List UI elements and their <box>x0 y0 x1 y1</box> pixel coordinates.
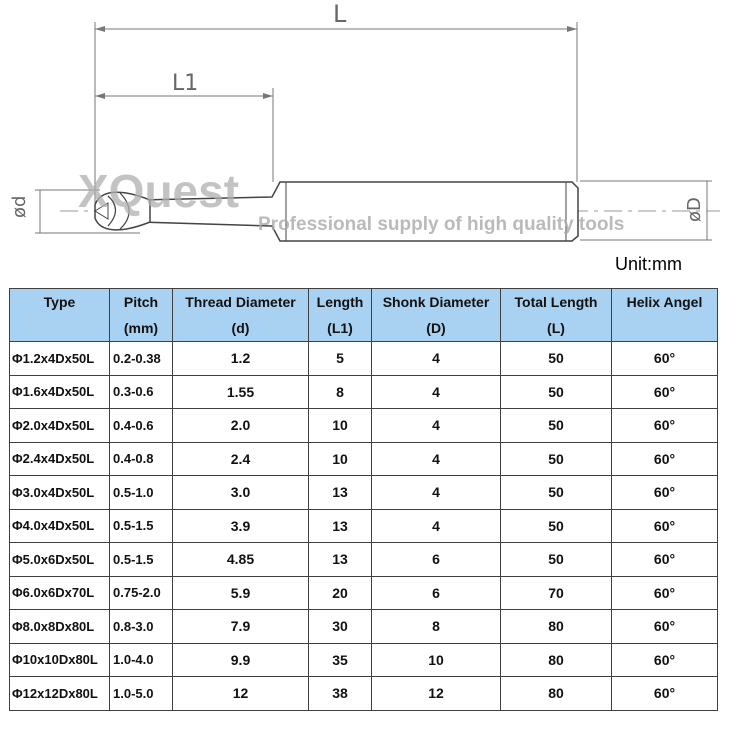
column-header-title: Thread Diameter <box>185 294 296 310</box>
tool-drawing <box>0 0 730 250</box>
table-row <box>10 643 718 677</box>
cell-type: Φ5.0x6Dx50L <box>10 543 110 577</box>
cell-shank-diameter: 8 <box>372 610 501 644</box>
cell-type: Φ8.0x8Dx80L <box>10 610 110 644</box>
cell-helix-angle: 60° <box>612 543 718 577</box>
cell-thread-diameter: 2.0 <box>173 409 309 443</box>
cell-pitch: 0.5-1.0 <box>110 476 173 510</box>
cell-thread-diameter: 9.9 <box>173 643 309 677</box>
label-thread-diameter: ød <box>9 195 30 218</box>
cell-total-length: 50 <box>501 476 612 510</box>
cell-type: Φ3.0x4Dx50L <box>10 476 110 510</box>
cell-helix-angle: 60° <box>612 643 718 677</box>
cell-type: Φ1.6x4Dx50L <box>10 375 110 409</box>
cell-helix-angle: 60° <box>612 576 718 610</box>
cell-total-length: 50 <box>501 375 612 409</box>
cell-length: 13 <box>309 543 372 577</box>
label-total-length: L <box>333 0 347 28</box>
cell-type: Φ10x10Dx80L <box>10 643 110 677</box>
column-header-unit <box>12 315 107 341</box>
cell-pitch: 1.0-5.0 <box>110 677 173 711</box>
cell-shank-diameter: 10 <box>372 643 501 677</box>
cell-length: 13 <box>309 509 372 543</box>
cell-thread-diameter: 4.85 <box>173 543 309 577</box>
cell-total-length: 70 <box>501 576 612 610</box>
cell-pitch: 0.4-0.8 <box>110 442 173 476</box>
cell-pitch: 0.8-3.0 <box>110 610 173 644</box>
column-header-title: Pitch <box>123 294 159 310</box>
cell-total-length: 50 <box>501 509 612 543</box>
table-body <box>10 342 718 711</box>
cell-total-length: 80 <box>501 643 612 677</box>
cell-type: Φ6.0x6Dx70L <box>10 576 110 610</box>
cell-shank-diameter: 4 <box>372 509 501 543</box>
cell-shank-diameter: 6 <box>372 576 501 610</box>
cell-length: 10 <box>309 409 372 443</box>
cell-thread-diameter: 5.9 <box>173 576 309 610</box>
table-header-row <box>10 289 718 342</box>
table-row <box>10 543 718 577</box>
table-row <box>10 342 718 376</box>
cell-pitch: 0.5-1.5 <box>110 543 173 577</box>
cell-helix-angle: 60° <box>612 677 718 711</box>
column-header-unit: (d) <box>231 320 250 336</box>
cell-pitch: 0.5-1.5 <box>110 509 173 543</box>
table-row <box>10 409 718 443</box>
column-header-title: Type <box>43 294 76 310</box>
cell-shank-diameter: 4 <box>372 375 501 409</box>
cell-shank-diameter: 4 <box>372 442 501 476</box>
cell-shank-diameter: 4 <box>372 476 501 510</box>
column-header-unit: (mm) <box>123 320 159 336</box>
cell-helix-angle: 60° <box>612 442 718 476</box>
spec-table <box>9 288 718 711</box>
cell-shank-diameter: 6 <box>372 543 501 577</box>
cell-thread-diameter: 7.9 <box>173 610 309 644</box>
watermark-brand: XQuest <box>78 165 240 217</box>
cell-helix-angle: 60° <box>612 476 718 510</box>
cell-helix-angle: 60° <box>612 610 718 644</box>
cell-total-length: 50 <box>501 543 612 577</box>
column-header-title: Length <box>316 294 364 310</box>
cell-length: 20 <box>309 576 372 610</box>
cell-thread-diameter: 3.9 <box>173 509 309 543</box>
cell-length: 30 <box>309 610 372 644</box>
cell-pitch: 0.4-0.6 <box>110 409 173 443</box>
cell-thread-diameter: 1.2 <box>173 342 309 376</box>
cell-total-length: 50 <box>501 442 612 476</box>
table-row <box>10 442 718 476</box>
cell-type: Φ2.4x4Dx50L <box>10 442 110 476</box>
cell-thread-diameter: 3.0 <box>173 476 309 510</box>
column-header <box>173 289 309 342</box>
cell-total-length: 50 <box>501 409 612 443</box>
column-header-unit: (L1) <box>327 320 353 336</box>
column-header-unit: (D) <box>426 320 446 336</box>
cell-helix-angle: 60° <box>612 509 718 543</box>
unit-label: Unit:mm <box>615 254 682 274</box>
label-thread-length: L1 <box>172 71 199 96</box>
column-header <box>110 289 173 342</box>
cell-length: 35 <box>309 643 372 677</box>
cell-shank-diameter: 4 <box>372 342 501 376</box>
cell-length: 13 <box>309 476 372 510</box>
cell-pitch: 0.75-2.0 <box>110 576 173 610</box>
column-header-unit <box>614 315 715 341</box>
cell-total-length: 80 <box>501 610 612 644</box>
cell-helix-angle: 60° <box>612 409 718 443</box>
watermark-tagline: Professional supply of high quality tools <box>258 214 625 235</box>
table-row <box>10 576 718 610</box>
table-row <box>10 610 718 644</box>
cell-type: Φ4.0x4Dx50L <box>10 509 110 543</box>
column-header-title: Total Length <box>514 294 598 310</box>
column-header <box>501 289 612 342</box>
cell-length: 38 <box>309 677 372 711</box>
cell-shank-diameter: 4 <box>372 409 501 443</box>
cell-helix-angle: 60° <box>612 375 718 409</box>
column-header-title: Helix Angel <box>626 294 703 310</box>
table-row <box>10 509 718 543</box>
column-header <box>309 289 372 342</box>
cell-helix-angle: 60° <box>612 342 718 376</box>
cell-length: 5 <box>309 342 372 376</box>
column-header <box>612 289 718 342</box>
cell-pitch: 0.3-0.6 <box>110 375 173 409</box>
column-header <box>10 289 110 342</box>
cell-length: 10 <box>309 442 372 476</box>
cell-total-length: 50 <box>501 342 612 376</box>
cell-type: Φ2.0x4Dx50L <box>10 409 110 443</box>
cell-thread-diameter: 1.55 <box>173 375 309 409</box>
cell-thread-diameter: 12 <box>173 677 309 711</box>
table-row <box>10 476 718 510</box>
table-row <box>10 677 718 711</box>
table-row <box>10 375 718 409</box>
column-header-title: Shonk Diameter <box>382 294 490 310</box>
cell-type: Φ12x12Dx80L <box>10 677 110 711</box>
cell-type: Φ1.2x4Dx50L <box>10 342 110 376</box>
column-header-unit: (L) <box>547 320 565 336</box>
cell-shank-diameter: 12 <box>372 677 501 711</box>
cell-total-length: 80 <box>501 677 612 711</box>
cell-thread-diameter: 2.4 <box>173 442 309 476</box>
cell-pitch: 0.2-0.38 <box>110 342 173 376</box>
column-header <box>372 289 501 342</box>
label-shank-diameter: øD <box>684 197 705 222</box>
cell-pitch: 1.0-4.0 <box>110 643 173 677</box>
cell-length: 8 <box>309 375 372 409</box>
